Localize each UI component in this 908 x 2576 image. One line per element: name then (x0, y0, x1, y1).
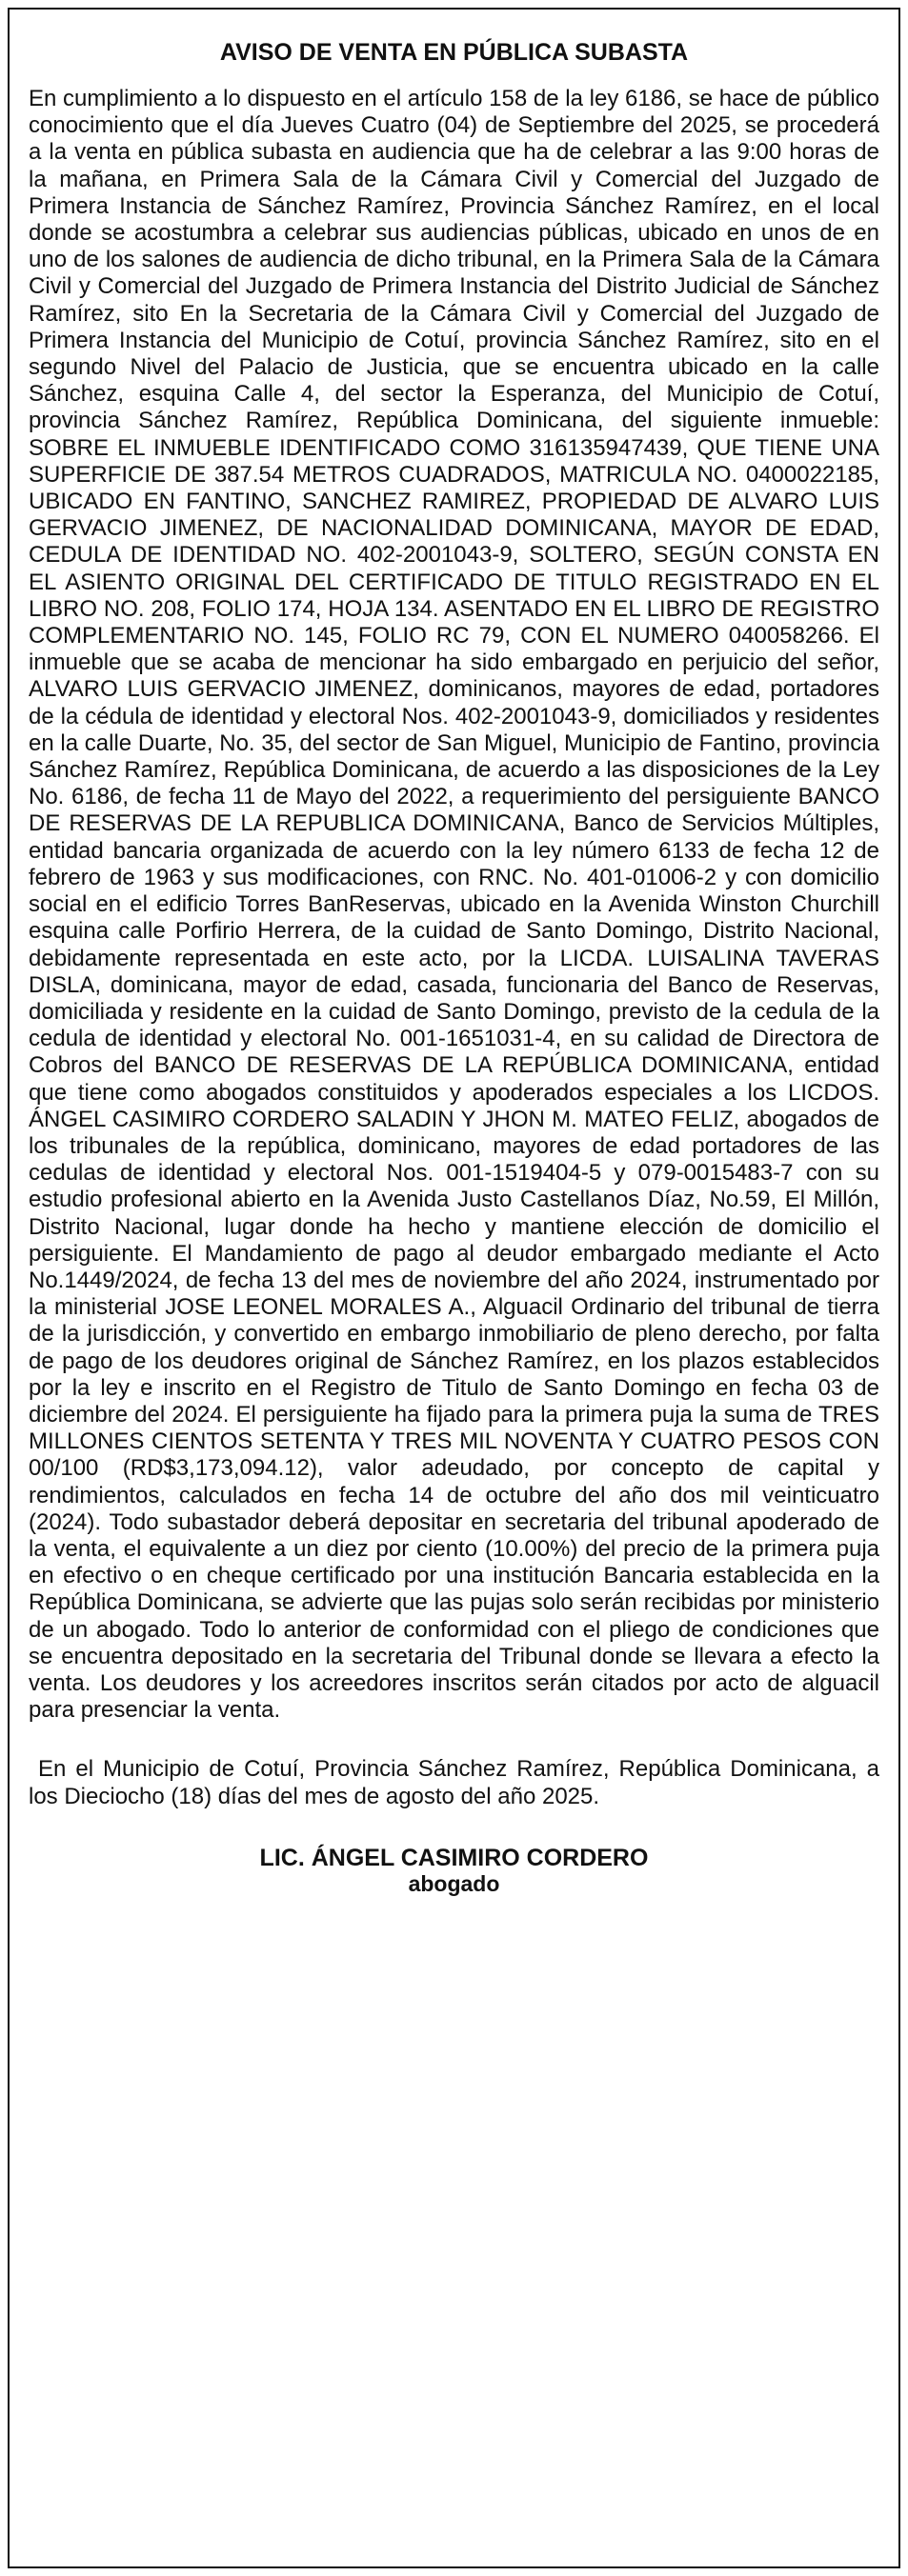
signature-title: abogado (408, 1870, 500, 1896)
notice-title: AVISO DE VENTA EN PÚBLICA SUBASTA (219, 39, 689, 66)
notice-closing: En el Municipio de Cotuí, Provincia Sánchez Ramírez, República Dominicana, a los Dieciocho (18) días del mes de agosto del año 2025. (29, 1756, 879, 1809)
notice-body: En cumplimiento a lo dispuesto en el artículo 158 de la ley 6186, se hace de público conocimiento que el día Jueves Cuatro (04) de Septiembre del 2025, se procederá a la venta en pública subasta en audiencia que ha de celebrar a las 9:00 horas de la mañana, en Primera Sala de la Cámara Civil y Comercial del Juzgado de Primera Instancia de Sánchez Ramírez, Provincia Sánchez Ramírez, en el local donde se acostumbra a celebrar sus audiencias públicas, ubicado en unos de en uno de los salones de audiencia de dicho tribunal, en la Primera Sala de la Cámara Civil y Comercial del Juzgado de Primera Instancia del Distrito Judicial de Sánchez Ramírez, sito En la Secretaria de la Cámara Civil y Comercial del Juzgado de Primera Instancia del Municipio de Cotuí, provincia Sánchez Ramírez, sito en el segundo Nivel del Palacio de Justicia, que se encuentra ubicado en la calle Sánchez, esquina Calle 4, del sector la Esperanza, del Municipio de Cotuí, provincia Sánchez Ramírez, República Dominicana, del siguiente inmueble: SOBRE EL INMUEBLE IDENTIFICADO COMO 316135947439, QUE TIENE UNA SUPERFICIE DE 387.54 METROS CUADRADOS, MATRICULA NO. 0400022185, UBICADO EN FANTINO, SANCHEZ RAMIREZ, PROPIEDAD DE ALVARO LUIS GERVACIO JIMENEZ, DE NACIONALIDAD DOMINICANA, MAYOR DE EDAD, CEDULA DE IDENTIDAD NO. 402-2001043-9, SOLTERO, SEGÚN CONSTA EN EL ASIENTO ORIGINAL DEL CERTIFICADO DE TITULO REGISTRADO EN EL LIBRO NO. 208, FOLIO 174, HOJA 134. ASENTADO EN EL LIBRO DE REGISTRO COMPLEMENTARIO NO. 145, FOLIO RC 79, CON EL NUMERO 040058266. El inmueble que se acaba de mencionar ha sido embargado en perjuicio del señor, ALVARO LUIS GERVACIO JIMENEZ, dominicanos, mayores de edad, portadores de la cédula de identidad y electoral Nos. 402-2001043-9, domiciliados y residentes en la calle Duarte, No. 35, del sector de San Miguel, Municipio de Fantino, provincia Sánchez Ramírez, República Dominicana, de acuerdo a las disposiciones de la Ley No. 6186, de fecha 11 de Mayo del 2022, a requerimiento del persiguiente BANCO DE RESERVAS DE LA REPUBLICA DOMINICANA, Banco de Servicios Múltiples, entidad bancaria organizada de acuerdo con la ley número 6133 de fecha 12 de febrero de 1963 y sus modificaciones, con RNC. No. 401-01006-2 y con domicilio social en el edificio Torres BanReservas, ubicado en la Avenida Winston Churchill esquina calle Porfirio Herrera, de la cuidad de Santo Domingo, Distrito Nacional, debidamente representada en este acto, por la LICDA. LUISALINA TAVERAS DISLA, dominicana, mayor de edad, casada, funcionaria del Banco de Reservas, domiciliada y residente en la cuidad de Santo Domingo, previsto de la cedula de la cedula de identidad y electoral No. 001-1651031-4, en su calidad de Directora de Cobros del BANCO DE RESERVAS DE LA REPÚBLICA DOMINICANA, entidad que tiene como abogados constituidos y apoderados especiales a los LICDOS. ÁNGEL CASIMIRO CORDERO SALADIN Y JHON M. MATEO FELIZ, abogados de los tribunales de la república, dominicano, mayores de edad portadores de las cedulas de identidad y electoral Nos. 001-1519404-5 y 079-0015483-7 con su estudio profesional abierto en la Avenida Justo Castellanos Díaz, No.59, El Millón, Distrito Nacional, lugar donde ha hecho y mantiene elección de domicilio el persiguiente. El Mandamiento de pago al deudor embargado mediante el Acto No.1449/2024, de fecha 13 del mes de noviembre del año 2024, instrumentado por la ministerial JOSE LEONEL MORALES A., Alguacil Ordinario del tribunal de tierra de la jurisdicción, y convertido en embargo inmobiliario de pleno derecho, por falta de pago de los deudores original de Sánchez Ramírez, en los plazos establecidos por la ley e inscrito en el Registro de Titulo de Santo Domingo en fecha 03 de diciembre del 2024. El persiguiente ha fijado para la primera puja la suma de TRES MILLONES CIENTOS SETENTA Y TRES MIL NOVENTA Y CUATRO PESOS CON 00/100 (RD$3,173,094.12), valor adeudado, por concepto de capital y rendimientos, calculados en fecha 14 de octubre del año dos mil veinticuatro (2024). Todo subastador deberá depositar en secretaria del tribunal apoderado de la venta, el equivalente a un diez por ciento (10.00%) del precio de la primera puja en efectivo o en cheque certificado por una institución Bancaria establecida en la República Dominicana, se advierte que las pujas solo serán recibidas por ministerio de un abogado. Todo lo anterior de conformidad con el pliego de condiciones que se encuentra depositado en la secretaria del Tribunal donde se llevara a efecto la venta. Los deudores y los acreedores inscritos serán citados por acto de alguacil para presenciar la venta. (29, 86, 879, 1724)
signature-name: LIC. ÁNGEL CASIMIRO CORDERO (259, 1844, 649, 1871)
notice-frame (8, 8, 900, 2568)
signature-block (29, 1845, 879, 1896)
